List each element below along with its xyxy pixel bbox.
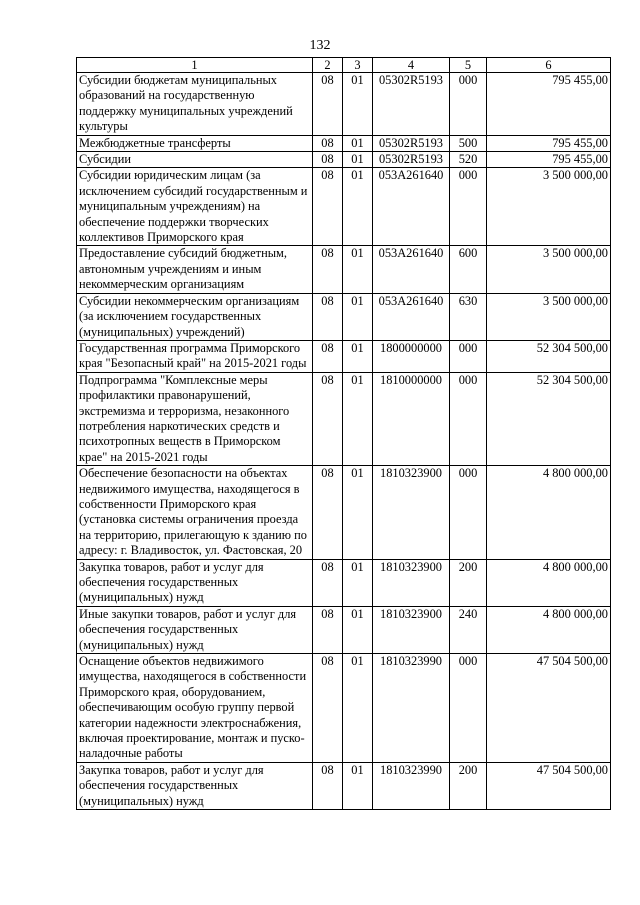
column-header-expense-type: 5 bbox=[450, 58, 487, 73]
row-cost-item: 1810323900 bbox=[373, 606, 450, 653]
row-name: Подпрограмма "Комплексные меры профилактики правонарушений, экстремизма и терроризма, незаконного потребления наркотических средств и психотропных веществ в Приморском крае" на 2015-2021 годы bbox=[77, 372, 313, 465]
row-expense-type: 000 bbox=[450, 340, 487, 372]
table-header-row bbox=[77, 58, 611, 73]
row-section: 08 bbox=[313, 372, 343, 465]
row-section: 08 bbox=[313, 466, 343, 559]
row-section: 08 bbox=[313, 559, 343, 606]
row-subsection: 01 bbox=[343, 606, 373, 653]
table-row bbox=[77, 654, 611, 763]
table-row bbox=[77, 466, 611, 559]
row-amount: 4 800 000,00 bbox=[487, 466, 611, 559]
row-amount: 3 500 000,00 bbox=[487, 246, 611, 293]
column-header-amount: 6 bbox=[487, 58, 611, 73]
row-amount: 52 304 500,00 bbox=[487, 340, 611, 372]
row-subsection: 01 bbox=[343, 293, 373, 340]
table-row bbox=[77, 293, 611, 340]
row-cost-item: 053A261640 bbox=[373, 168, 450, 246]
row-name: Субсидии некоммерческим организациям (за исключением государственных (муниципальных) учреждений) bbox=[77, 293, 313, 340]
row-section: 08 bbox=[313, 135, 343, 151]
row-subsection: 01 bbox=[343, 246, 373, 293]
row-subsection: 01 bbox=[343, 152, 373, 168]
row-expense-type: 000 bbox=[450, 466, 487, 559]
row-amount: 47 504 500,00 bbox=[487, 654, 611, 763]
row-expense-type: 500 bbox=[450, 135, 487, 151]
row-subsection: 01 bbox=[343, 559, 373, 606]
row-subsection: 01 bbox=[343, 168, 373, 246]
row-cost-item: 053A261640 bbox=[373, 246, 450, 293]
row-amount: 795 455,00 bbox=[487, 152, 611, 168]
column-header-section: 2 bbox=[313, 58, 343, 73]
row-section: 08 bbox=[313, 73, 343, 136]
row-subsection: 01 bbox=[343, 466, 373, 559]
row-expense-type: 000 bbox=[450, 73, 487, 136]
row-cost-item: 1810323990 bbox=[373, 654, 450, 763]
table-row bbox=[77, 246, 611, 293]
row-subsection: 01 bbox=[343, 340, 373, 372]
row-cost-item: 1800000000 bbox=[373, 340, 450, 372]
row-name: Закупка товаров, работ и услуг для обеспечения государственных (муниципальных) нужд bbox=[77, 559, 313, 606]
row-name: Обеспечение безопасности на объектах недвижимого имущества, находящегося в собственности Приморского края (установка системы ограничения проезда на территорию, прилегающую к зданию по адресу: г. Владивосток, ул. Фастовская, 20 bbox=[77, 466, 313, 559]
table-row bbox=[77, 73, 611, 136]
row-section: 08 bbox=[313, 152, 343, 168]
budget-table bbox=[76, 57, 611, 810]
row-name: Государственная программа Приморского края "Безопасный край" на 2015-2021 годы bbox=[77, 340, 313, 372]
row-section: 08 bbox=[313, 654, 343, 763]
row-cost-item: 1810323990 bbox=[373, 762, 450, 809]
page-number: 132 bbox=[309, 38, 331, 53]
row-amount: 4 800 000,00 bbox=[487, 606, 611, 653]
row-name: Оснащение объектов недвижимого имущества, находящегося в собственности Приморского края, оборудованием, обеспечивающим особую группу первой категории надежности электроснабжения, включая проектирование, монтаж и пуско-наладочные работы bbox=[77, 654, 313, 763]
row-name: Субсидии юридическим лицам (за исключением субсидий государственным и муниципальным учреждениям) на обеспечение поддержки творческих коллективов Приморского края bbox=[77, 168, 313, 246]
row-name: Субсидии бюджетам муниципальных образований на государственную поддержку муниципальных учреждений культуры bbox=[77, 73, 313, 136]
row-name: Предоставление субсидий бюджетным, автономным учреждениям и иным некоммерческим организациям bbox=[77, 246, 313, 293]
row-cost-item: 1810323900 bbox=[373, 466, 450, 559]
row-name: Межбюджетные трансферты bbox=[77, 135, 313, 151]
row-subsection: 01 bbox=[343, 372, 373, 465]
row-expense-type: 000 bbox=[450, 654, 487, 763]
column-header-cost-item: 4 bbox=[373, 58, 450, 73]
row-subsection: 01 bbox=[343, 73, 373, 136]
row-name: Субсидии bbox=[77, 152, 313, 168]
row-section: 08 bbox=[313, 762, 343, 809]
row-amount: 795 455,00 bbox=[487, 73, 611, 136]
row-section: 08 bbox=[313, 606, 343, 653]
row-expense-type: 520 bbox=[450, 152, 487, 168]
table-row bbox=[77, 762, 611, 809]
row-amount: 47 504 500,00 bbox=[487, 762, 611, 809]
table-row bbox=[77, 340, 611, 372]
row-expense-type: 240 bbox=[450, 606, 487, 653]
row-cost-item: 053A261640 bbox=[373, 293, 450, 340]
table-row bbox=[77, 606, 611, 653]
row-subsection: 01 bbox=[343, 135, 373, 151]
table-row bbox=[77, 152, 611, 168]
row-expense-type: 000 bbox=[450, 168, 487, 246]
row-expense-type: 200 bbox=[450, 559, 487, 606]
row-expense-type: 200 bbox=[450, 762, 487, 809]
row-cost-item: 05302R5193 bbox=[373, 135, 450, 151]
row-name: Иные закупки товаров, работ и услуг для обеспечения государственных (муниципальных) нужд bbox=[77, 606, 313, 653]
row-cost-item: 1810000000 bbox=[373, 372, 450, 465]
row-subsection: 01 bbox=[343, 654, 373, 763]
row-section: 08 bbox=[313, 168, 343, 246]
row-section: 08 bbox=[313, 293, 343, 340]
row-amount: 3 500 000,00 bbox=[487, 293, 611, 340]
table-row bbox=[77, 135, 611, 151]
table-row bbox=[77, 168, 611, 246]
row-expense-type: 600 bbox=[450, 246, 487, 293]
row-amount: 52 304 500,00 bbox=[487, 372, 611, 465]
row-expense-type: 630 bbox=[450, 293, 487, 340]
row-expense-type: 000 bbox=[450, 372, 487, 465]
row-amount: 4 800 000,00 bbox=[487, 559, 611, 606]
row-cost-item: 1810323900 bbox=[373, 559, 450, 606]
row-amount: 3 500 000,00 bbox=[487, 168, 611, 246]
row-amount: 795 455,00 bbox=[487, 135, 611, 151]
row-section: 08 bbox=[313, 246, 343, 293]
column-header-name: 1 bbox=[77, 58, 313, 73]
row-cost-item: 05302R5193 bbox=[373, 73, 450, 136]
row-subsection: 01 bbox=[343, 762, 373, 809]
table-row bbox=[77, 559, 611, 606]
table-row bbox=[77, 372, 611, 465]
row-section: 08 bbox=[313, 340, 343, 372]
row-cost-item: 05302R5193 bbox=[373, 152, 450, 168]
column-header-subsection: 3 bbox=[343, 58, 373, 73]
row-name: Закупка товаров, работ и услуг для обеспечения государственных (муниципальных) нужд bbox=[77, 762, 313, 809]
